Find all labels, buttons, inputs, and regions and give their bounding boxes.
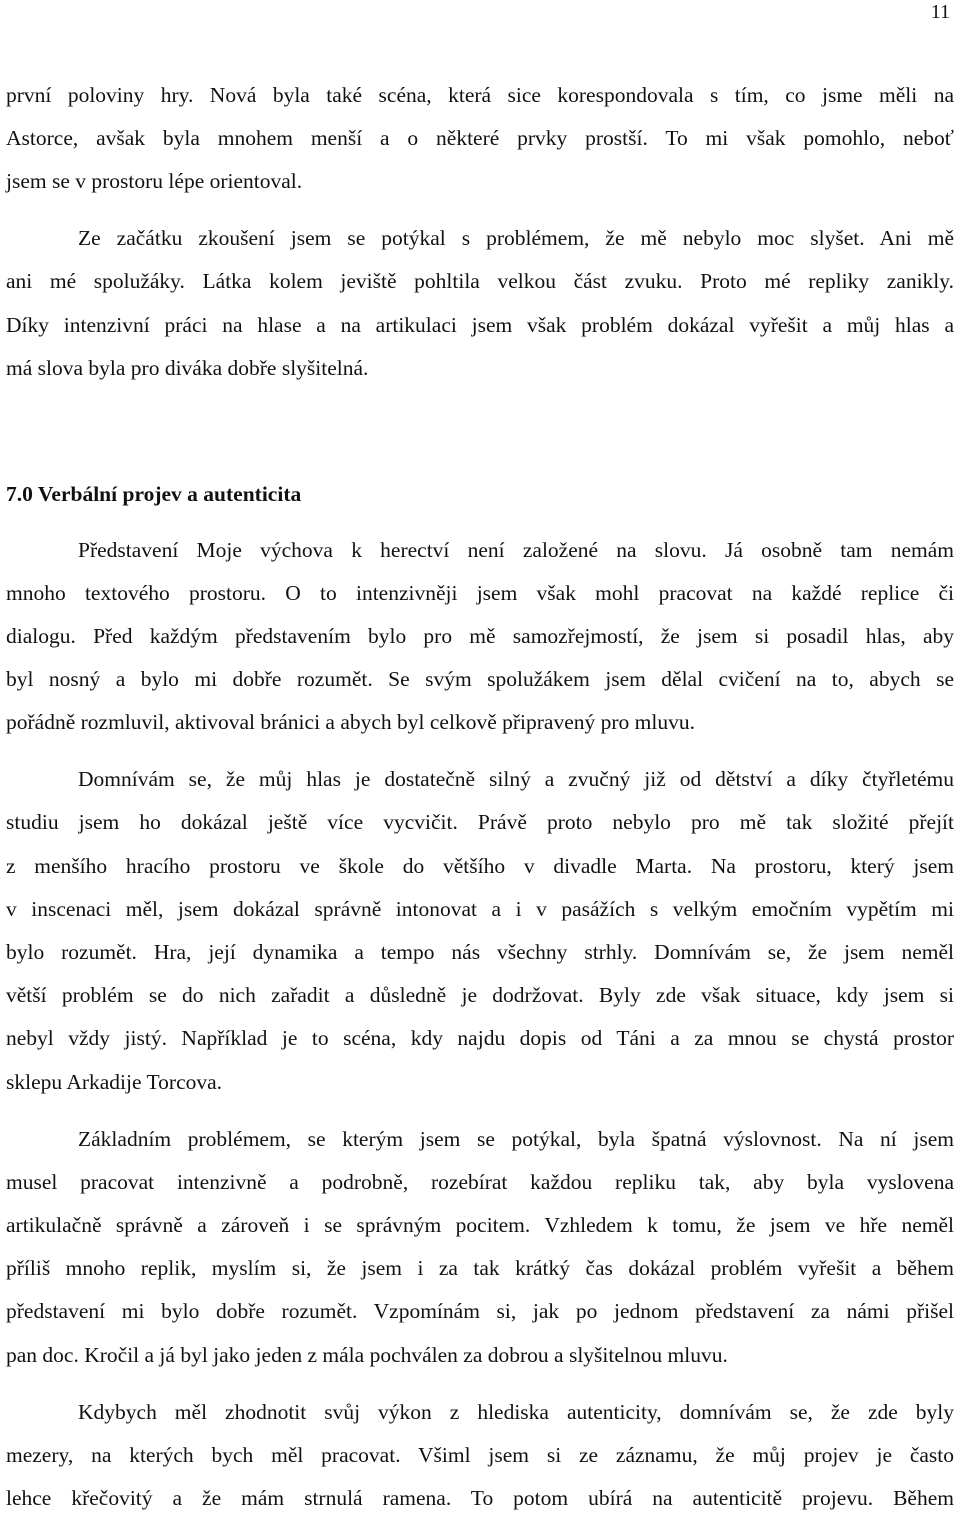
text-line: byl nosný a bylo mi dobře rozumět. Se svým spolužákem jsem dělal cvičení na to, abych se (6, 667, 954, 691)
text-line: Ze začátku zkoušení jsem se potýkal s problémem, že mě nebylo moc slyšet. Ani mě (78, 226, 954, 250)
text-line: Díky intenzivní práci na hlase a na artikulaci jsem však problém dokázal vyřešit a můj hlas a (6, 313, 954, 337)
text-line: Představení Moje výchova k herectví není založené na slovu. Já osobně tam nemám (78, 538, 954, 562)
text-line: představení mi bylo dobře rozumět. Vzpomínám si, jak po jednom představení za námi přišel (6, 1299, 954, 1323)
text-line: bylo rozumět. Hra, její dynamika a tempo nás všechny strhly. Domnívám se, že jsem neměl (6, 940, 954, 964)
text-line: Astorce, avšak byla mnohem menší a o některé prvky prostší. To mi však pomohlo, neboť (6, 126, 954, 150)
text-line: větší problém se do nich zařadit a důsledně je dodržovat. Byly zde však situace, kdy jsem si (6, 983, 954, 1007)
text-line: dialogu. Před každým představením bylo pro mě samozřejmostí, že jsem si posadil hlas, aby (6, 624, 954, 648)
text-line: z menšího hracího prostoru ve škole do většího v divadle Marta. Na prostoru, který jsem (6, 854, 954, 878)
text-line: Kdybych měl zhodnotit svůj výkon z hlediska autenticity, domnívám se, že zde byly (78, 1400, 954, 1424)
text-line: musel pracovat intenzivně a podrobně, rozebírat každou repliku tak, aby byla vyslovena (6, 1170, 954, 1194)
text-line: mezery, na kterých bych měl pracovat. Všiml jsem si ze záznamu, že můj projev je často (6, 1443, 954, 1467)
text-line: jsem se v prostoru lépe orientoval. (6, 169, 303, 193)
page-number: 11 (930, 1, 950, 23)
text-line: ani mé spolužáky. Látka kolem jeviště pohltila velkou část zvuku. Proto mé repliky zanikly. (6, 269, 954, 293)
text-line: příliš mnoho replik, myslím si, že jsem i za tak krátký čas dokázal problém vyřešit a během (6, 1256, 954, 1280)
text-line: v inscenaci měl, jsem dokázal správně intonovat a i v pasážích s velkým emočním vypětím mi (6, 897, 954, 921)
text-line: první poloviny hry. Nová byla také scéna, která sice korespondovala s tím, co jsme měli na (6, 83, 954, 107)
text-line: sklepu Arkadije Torcova. (6, 1070, 223, 1094)
text-line: pořádně rozmluvil, aktivoval bránici a abych byl celkově připravený pro mluvu. (6, 710, 695, 734)
text-line: mnoho textového prostoru. O to intenzivněji jsem však mohl pracovat na každé replice či (6, 581, 954, 605)
text-line: lehce křečovitý a že mám strnulá ramena. To potom ubírá na autenticitě projevu. Během (6, 1486, 954, 1510)
text-line: má slova byla pro diváka dobře slyšitelná. (6, 356, 369, 380)
text-line: studiu jsem ho dokázal ještě více vycvičit. Právě proto nebylo pro mě tak složité přejít (6, 810, 954, 834)
section-heading: 7.0 Verbální projev a autenticita (6, 482, 302, 506)
text-line: Domnívám se, že můj hlas je dostatečně silný a zvučný již od dětství a díky čtyřletému (78, 767, 954, 791)
text-line: artikulačně správně a zároveň i se správným pocitem. Vzhledem k tomu, že jsem ve hře neměl (6, 1213, 954, 1237)
text-line: pan doc. Kročil a já byl jako jeden z mála pochválen za dobrou a slyšitelnou mluvu. (6, 1343, 728, 1367)
text-line: Základním problémem, se kterým jsem se potýkal, byla špatná výslovnost. Na ní jsem (78, 1127, 954, 1151)
text-line: nebyl vždy jistý. Například je to scéna, kdy najdu dopis od Táni a za mnou se chystá prostor (6, 1026, 954, 1050)
